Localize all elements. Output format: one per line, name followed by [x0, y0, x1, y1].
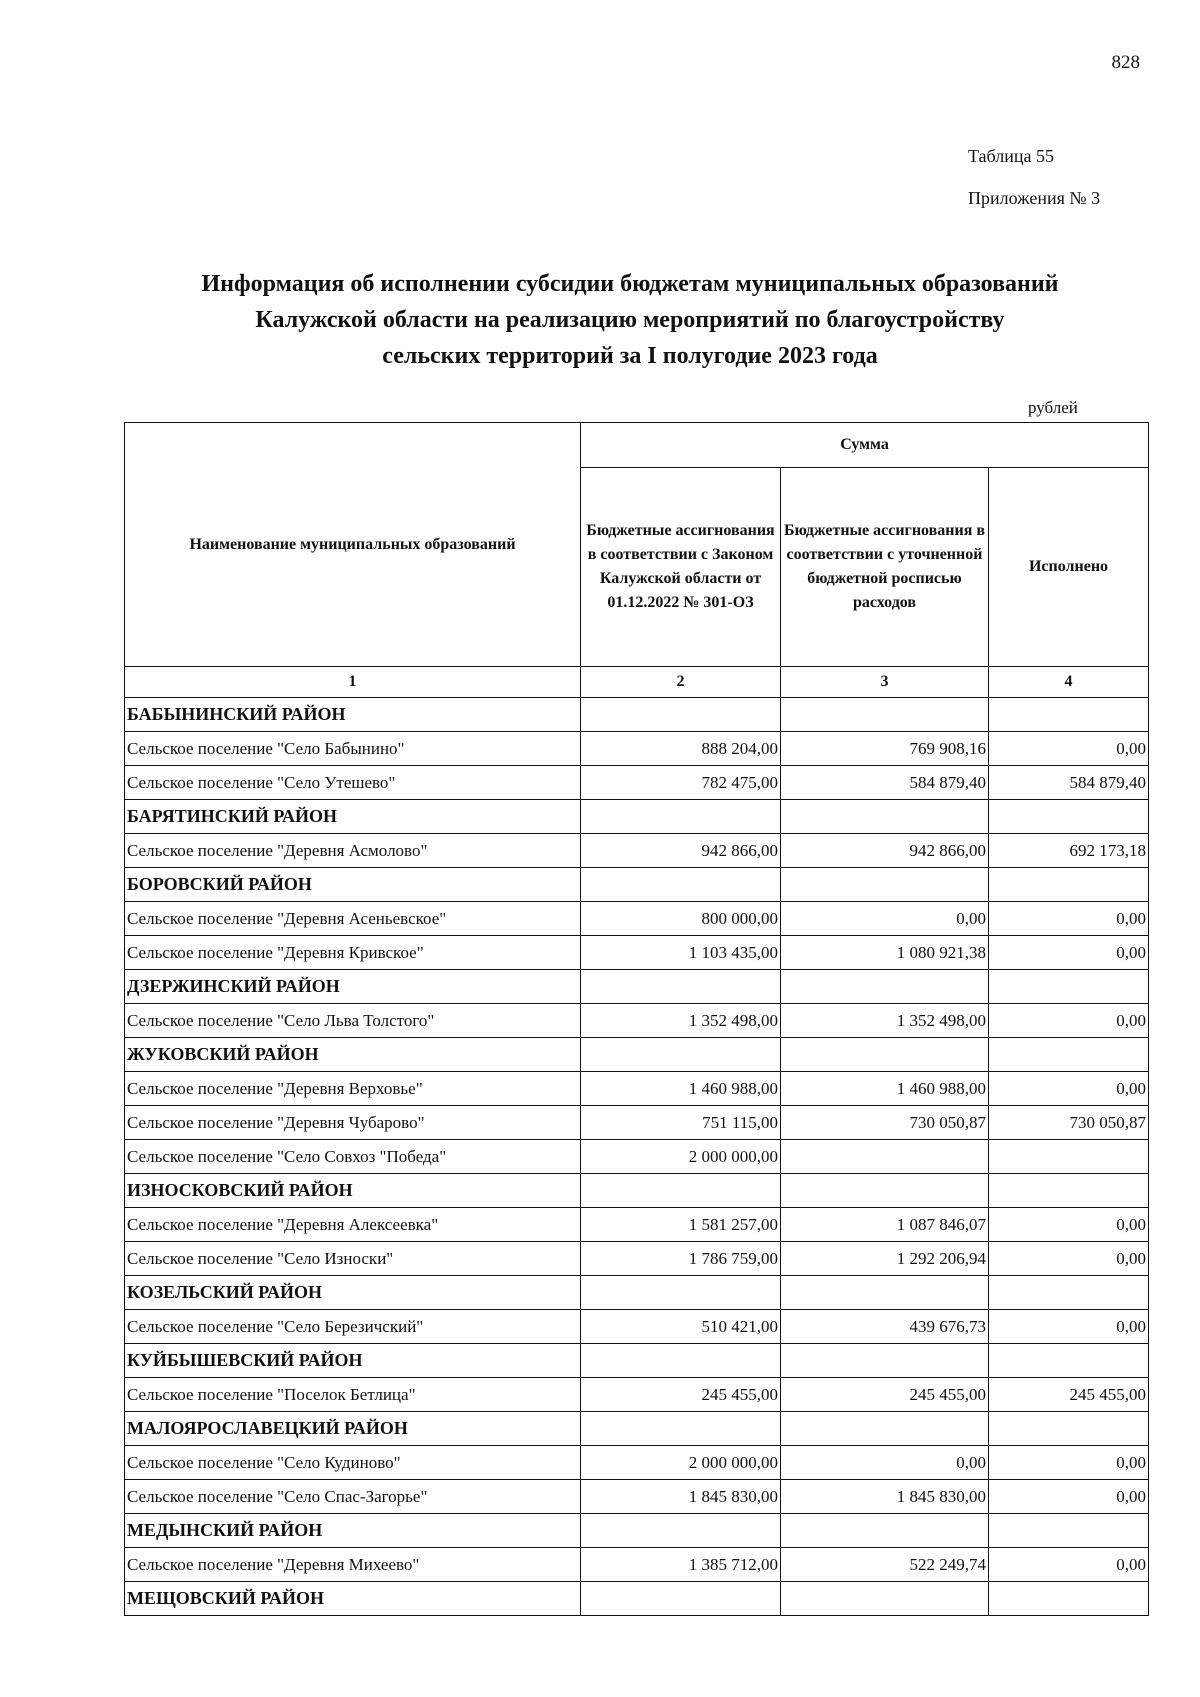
refined-allocation-cell: 245 455,00	[781, 1378, 989, 1412]
executed-cell: 0,00	[989, 1548, 1149, 1582]
municipality-name-cell: ДЗЕРЖИНСКИЙ РАЙОН	[125, 970, 581, 1004]
municipality-name-cell: Сельское поселение "Село Березичский"	[125, 1310, 581, 1344]
executed-cell: 692 173,18	[989, 834, 1149, 868]
municipality-name-cell: Сельское поселение "Село Спас-Загорье"	[125, 1480, 581, 1514]
municipality-name-cell: Сельское поселение "Село Кудиново"	[125, 1446, 581, 1480]
refined-allocation-cell: 1 080 921,38	[781, 936, 989, 970]
executed-cell: 0,00	[989, 902, 1149, 936]
settlement-row	[125, 1378, 1149, 1412]
municipality-name-cell: ЖУКОВСКИЙ РАЙОН	[125, 1038, 581, 1072]
law-allocation-cell: 1 786 759,00	[581, 1242, 781, 1276]
law-allocation-cell: 1 581 257,00	[581, 1208, 781, 1242]
law-allocation-cell	[581, 1174, 781, 1208]
title-line-3: сельских территорий за I полугодие 2023 года	[382, 343, 878, 369]
settlement-row	[125, 1208, 1149, 1242]
executed-cell	[989, 1582, 1149, 1616]
municipality-name-cell: Сельское поселение "Поселок Бетлица"	[125, 1378, 581, 1412]
refined-allocation-cell: 0,00	[781, 1446, 989, 1480]
district-row	[125, 1412, 1149, 1446]
refined-allocation-cell	[781, 970, 989, 1004]
municipality-name-cell: БОРОВСКИЙ РАЙОН	[125, 868, 581, 902]
settlement-row	[125, 1140, 1149, 1174]
executed-cell	[989, 868, 1149, 902]
executed-cell	[989, 698, 1149, 732]
title-line-1: Информация об исполнении субсидии бюджетам муниципальных образований	[201, 271, 1059, 297]
refined-allocation-cell: 730 050,87	[781, 1106, 989, 1140]
column-number-4: 4	[989, 667, 1149, 698]
refined-allocation-cell	[781, 800, 989, 834]
law-allocation-cell	[581, 1412, 781, 1446]
column-number-1: 1	[125, 667, 581, 698]
table-body	[125, 698, 1149, 1616]
executed-cell: 245 455,00	[989, 1378, 1149, 1412]
refined-allocation-cell: 439 676,73	[781, 1310, 989, 1344]
refined-allocation-cell	[781, 1174, 989, 1208]
refined-allocation-cell: 1 460 988,00	[781, 1072, 989, 1106]
municipality-name-cell: Сельское поселение "Деревня Асеньевское"	[125, 902, 581, 936]
municipality-name-cell: МЕЩОВСКИЙ РАЙОН	[125, 1582, 581, 1616]
refined-allocation-cell: 1 087 846,07	[781, 1208, 989, 1242]
law-allocation-cell	[581, 1344, 781, 1378]
executed-cell	[989, 1514, 1149, 1548]
settlement-row	[125, 834, 1149, 868]
executed-cell	[989, 1174, 1149, 1208]
law-allocation-cell: 782 475,00	[581, 766, 781, 800]
executed-cell	[989, 1344, 1149, 1378]
law-allocation-cell: 2 000 000,00	[581, 1140, 781, 1174]
municipality-name-cell: ИЗНОСКОВСКИЙ РАЙОН	[125, 1174, 581, 1208]
law-allocation-cell: 2 000 000,00	[581, 1446, 781, 1480]
executed-cell: 730 050,87	[989, 1106, 1149, 1140]
page-number: 828	[1111, 52, 1140, 73]
settlement-row	[125, 1072, 1149, 1106]
settlement-row	[125, 1004, 1149, 1038]
executed-cell: 0,00	[989, 936, 1149, 970]
district-row	[125, 1514, 1149, 1548]
municipality-name-cell: Сельское поселение "Деревня Алексеевка"	[125, 1208, 581, 1242]
law-allocation-cell	[581, 1276, 781, 1310]
units-label: рублей	[1028, 398, 1078, 417]
executed-cell	[989, 1038, 1149, 1072]
subsidy-table	[124, 422, 1149, 1616]
municipality-name-cell: Сельское поселение "Село Износки"	[125, 1242, 581, 1276]
executed-cell: 0,00	[989, 732, 1149, 766]
municipality-name-cell: БАБЫНИНСКИЙ РАЙОН	[125, 698, 581, 732]
appendix-reference: Приложения № 3	[968, 188, 1101, 208]
column-number-3: 3	[781, 667, 989, 698]
executed-cell	[989, 800, 1149, 834]
refined-allocation-cell: 584 879,40	[781, 766, 989, 800]
municipality-name-cell: Сельское поселение "Деревня Асмолово"	[125, 834, 581, 868]
municipality-name-cell: Сельское поселение "Село Бабынино"	[125, 732, 581, 766]
law-allocation-cell: 510 421,00	[581, 1310, 781, 1344]
district-row	[125, 1174, 1149, 1208]
municipality-name-cell: Сельское поселение "Деревня Чубарово"	[125, 1106, 581, 1140]
district-row	[125, 970, 1149, 1004]
settlement-row	[125, 766, 1149, 800]
refined-allocation-cell	[781, 1582, 989, 1616]
executed-cell: 0,00	[989, 1480, 1149, 1514]
header-law-allocations: Бюджетные ассигнования в соответствии с Законом Калужской области от 01.12.2022 № 301-ОЗ	[581, 468, 781, 667]
law-allocation-cell: 1 845 830,00	[581, 1480, 781, 1514]
law-allocation-cell	[581, 1514, 781, 1548]
municipality-name-cell: Сельское поселение "Село Совхоз "Победа"	[125, 1140, 581, 1174]
refined-allocation-cell: 769 908,16	[781, 732, 989, 766]
header-executed: Исполнено	[989, 468, 1149, 667]
settlement-row	[125, 1548, 1149, 1582]
law-allocation-cell: 751 115,00	[581, 1106, 781, 1140]
refined-allocation-cell	[781, 1140, 989, 1174]
district-row	[125, 698, 1149, 732]
executed-cell	[989, 1140, 1149, 1174]
refined-allocation-cell	[781, 698, 989, 732]
municipality-name-cell: МАЛОЯРОСЛАВЕЦКИЙ РАЙОН	[125, 1412, 581, 1446]
settlement-row	[125, 1310, 1149, 1344]
law-allocation-cell: 245 455,00	[581, 1378, 781, 1412]
district-row	[125, 1582, 1149, 1616]
law-allocation-cell	[581, 868, 781, 902]
refined-allocation-cell	[781, 1038, 989, 1072]
header-municipality-name: Наименование муниципальных образований	[125, 423, 581, 667]
law-allocation-cell	[581, 698, 781, 732]
municipality-name-cell: КУЙБЫШЕВСКИЙ РАЙОН	[125, 1344, 581, 1378]
law-allocation-cell: 1 385 712,00	[581, 1548, 781, 1582]
district-row	[125, 1344, 1149, 1378]
executed-cell	[989, 970, 1149, 1004]
settlement-row	[125, 1480, 1149, 1514]
refined-allocation-cell: 942 866,00	[781, 834, 989, 868]
refined-allocation-cell	[781, 1276, 989, 1310]
header-sum-group: Сумма	[581, 423, 1149, 468]
district-row	[125, 868, 1149, 902]
header-refined-allocations: Бюджетные ассигнования в соответствии с уточненной бюджетной росписью расходов	[781, 468, 989, 667]
municipality-name-cell: Сельское поселение "Село Льва Толстого"	[125, 1004, 581, 1038]
executed-cell	[989, 1412, 1149, 1446]
executed-cell: 0,00	[989, 1242, 1149, 1276]
refined-allocation-cell	[781, 1344, 989, 1378]
district-row	[125, 1276, 1149, 1310]
refined-allocation-cell: 0,00	[781, 902, 989, 936]
district-row	[125, 800, 1149, 834]
table-reference: Таблица 55	[968, 146, 1054, 166]
executed-cell: 0,00	[989, 1446, 1149, 1480]
document-title	[100, 266, 1160, 374]
executed-cell: 584 879,40	[989, 766, 1149, 800]
refined-allocation-cell	[781, 868, 989, 902]
municipality-name-cell: Сельское поселение "Деревня Кривское"	[125, 936, 581, 970]
settlement-row	[125, 732, 1149, 766]
refined-allocation-cell	[781, 1412, 989, 1446]
municipality-name-cell: Сельское поселение "Село Утешево"	[125, 766, 581, 800]
settlement-row	[125, 1106, 1149, 1140]
law-allocation-cell	[581, 1038, 781, 1072]
law-allocation-cell: 1 103 435,00	[581, 936, 781, 970]
law-allocation-cell	[581, 800, 781, 834]
settlement-row	[125, 1446, 1149, 1480]
column-number-2: 2	[581, 667, 781, 698]
municipality-name-cell: МЕДЫНСКИЙ РАЙОН	[125, 1514, 581, 1548]
executed-cell: 0,00	[989, 1208, 1149, 1242]
refined-allocation-cell: 522 249,74	[781, 1548, 989, 1582]
refined-allocation-cell	[781, 1514, 989, 1548]
law-allocation-cell: 1 460 988,00	[581, 1072, 781, 1106]
refined-allocation-cell: 1 845 830,00	[781, 1480, 989, 1514]
executed-cell	[989, 1276, 1149, 1310]
municipality-name-cell: Сельское поселение "Деревня Михеево"	[125, 1548, 581, 1582]
law-allocation-cell: 888 204,00	[581, 732, 781, 766]
executed-cell: 0,00	[989, 1310, 1149, 1344]
law-allocation-cell: 942 866,00	[581, 834, 781, 868]
law-allocation-cell	[581, 1582, 781, 1616]
law-allocation-cell: 1 352 498,00	[581, 1004, 781, 1038]
refined-allocation-cell: 1 292 206,94	[781, 1242, 989, 1276]
settlement-row	[125, 902, 1149, 936]
law-allocation-cell	[581, 970, 781, 1004]
executed-cell: 0,00	[989, 1004, 1149, 1038]
title-line-2: Калужской области на реализацию мероприятий по благоустройству	[255, 307, 1005, 333]
municipality-name-cell: БАРЯТИНСКИЙ РАЙОН	[125, 800, 581, 834]
law-allocation-cell: 800 000,00	[581, 902, 781, 936]
settlement-row	[125, 1242, 1149, 1276]
municipality-name-cell: Сельское поселение "Деревня Верховье"	[125, 1072, 581, 1106]
district-row	[125, 1038, 1149, 1072]
settlement-row	[125, 936, 1149, 970]
municipality-name-cell: КОЗЕЛЬСКИЙ РАЙОН	[125, 1276, 581, 1310]
executed-cell: 0,00	[989, 1072, 1149, 1106]
refined-allocation-cell: 1 352 498,00	[781, 1004, 989, 1038]
